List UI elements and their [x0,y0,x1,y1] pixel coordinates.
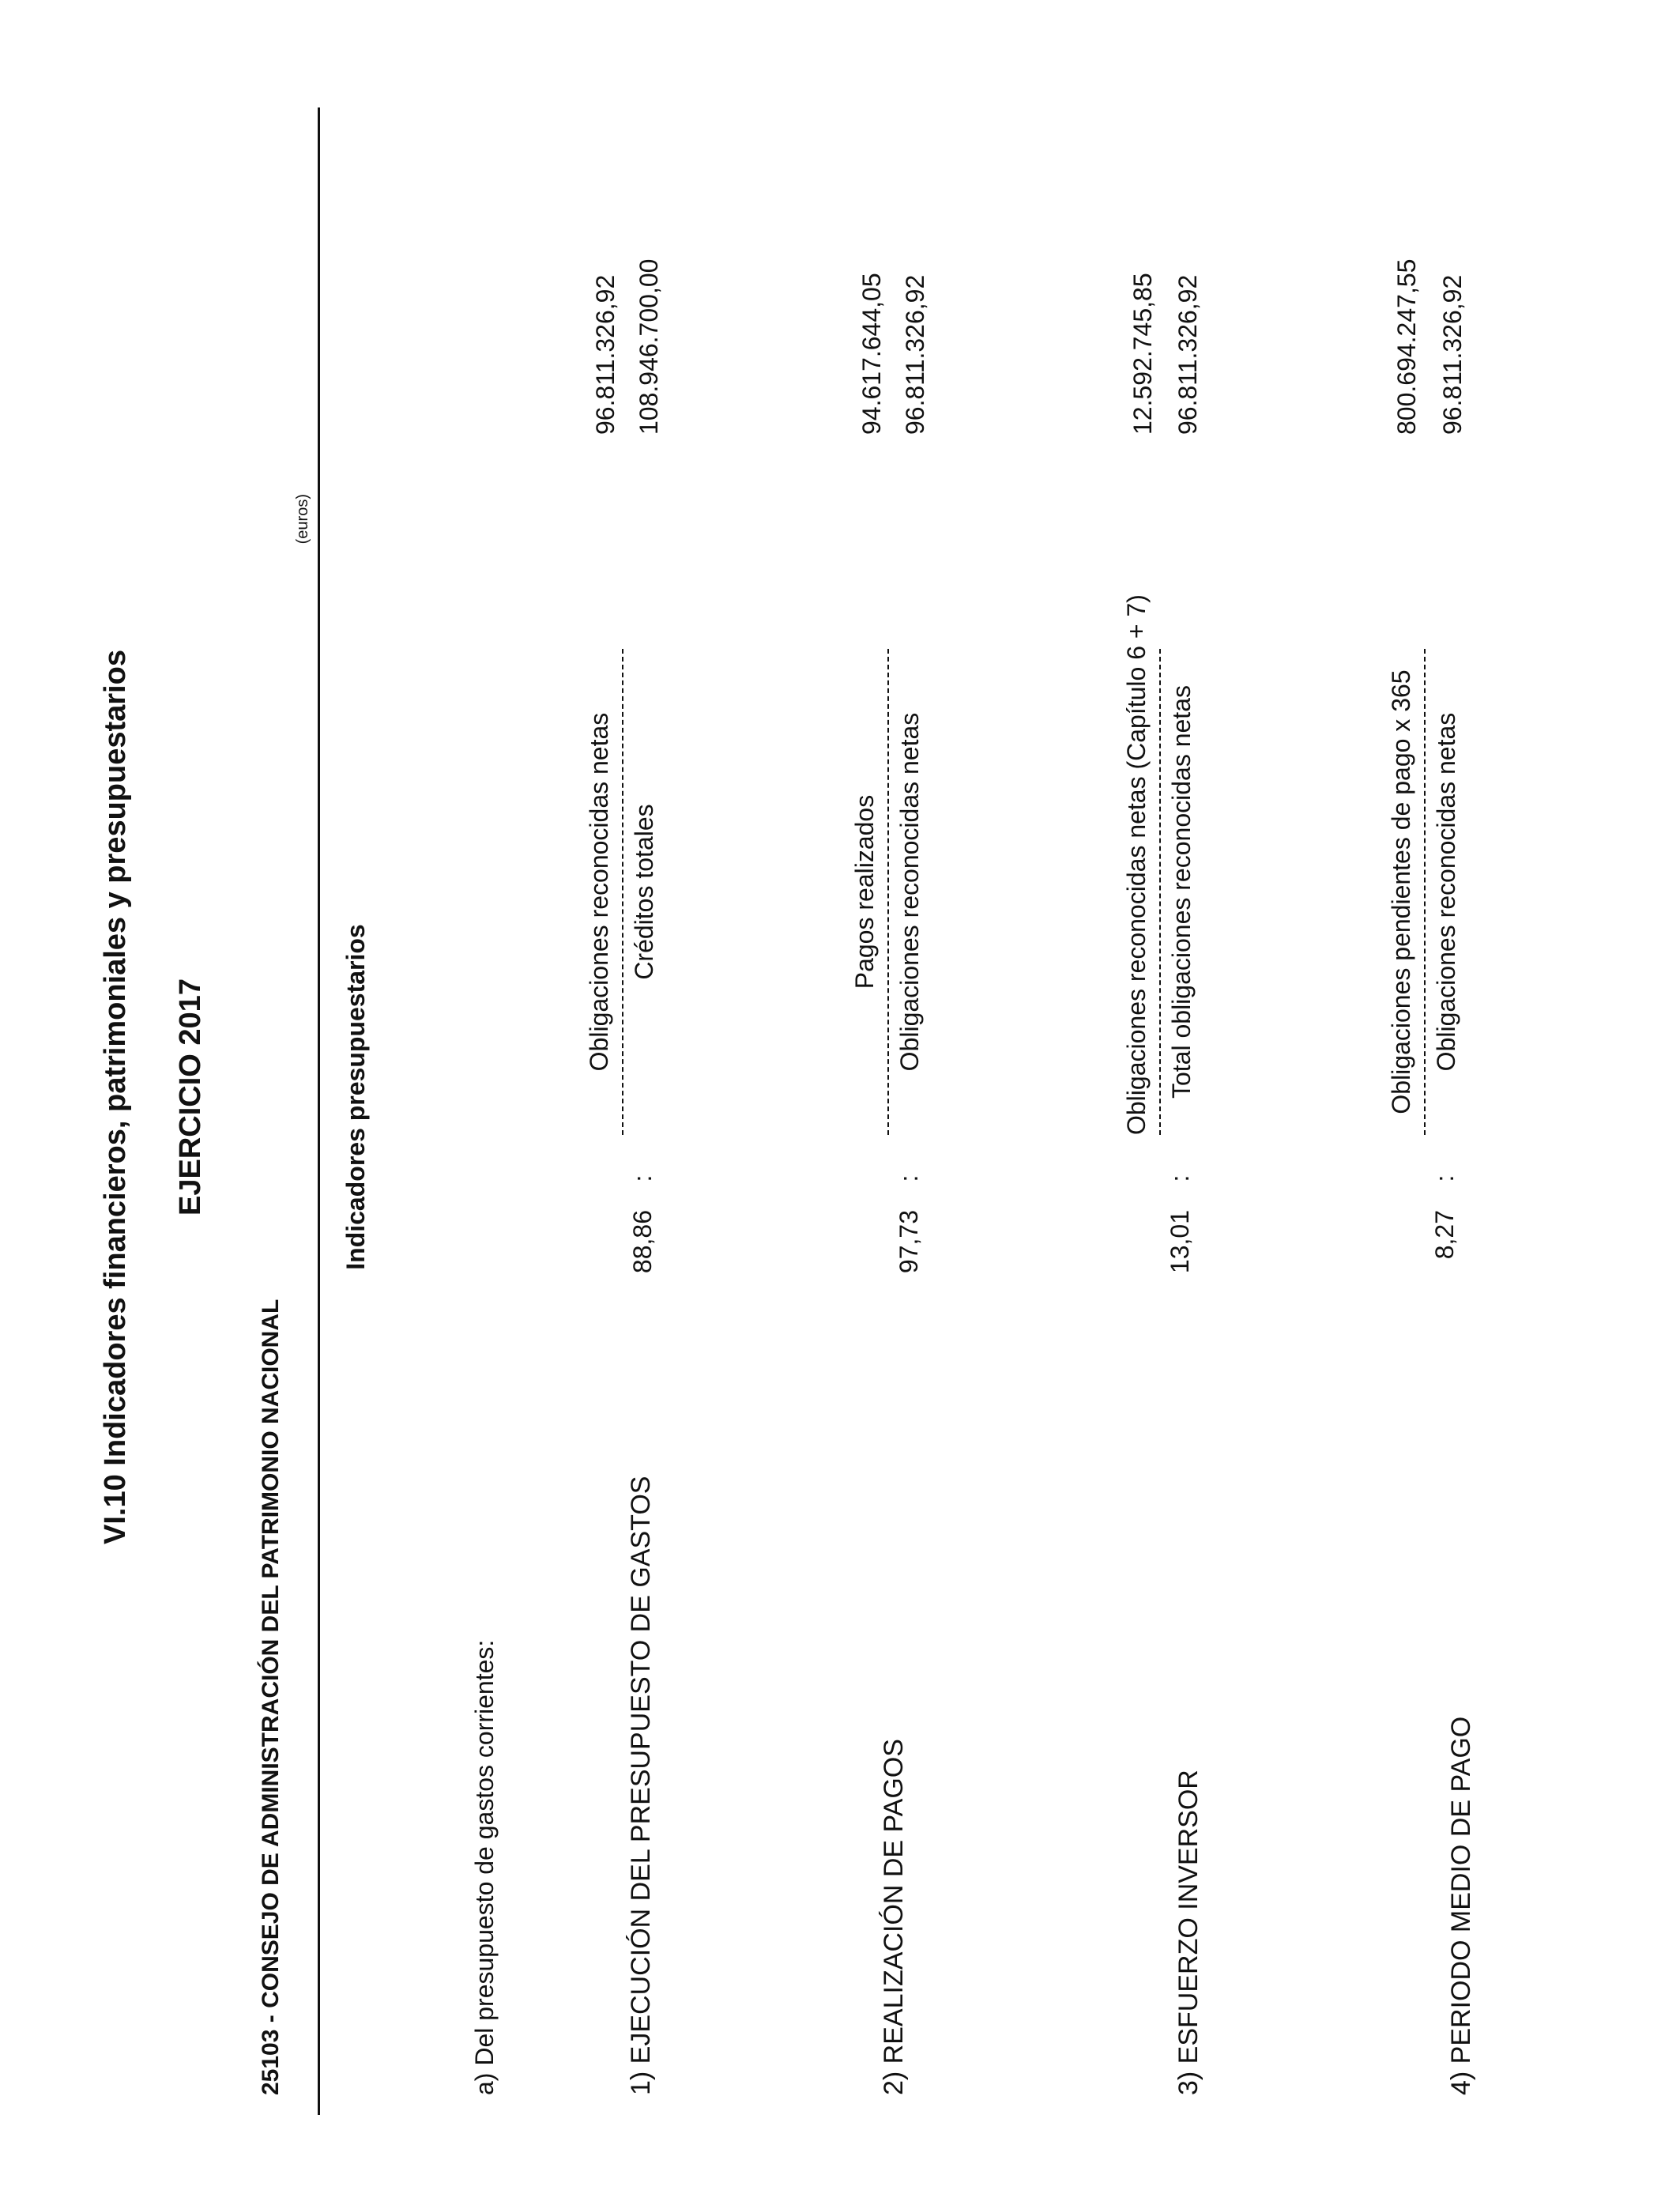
document-title: VI.10 Indicadores financieros, patrimoniales y presupuestarios [99,650,132,1544]
denominator-amount: 96.811.326,92 [1438,274,1467,435]
fraction-denominator: Obligaciones reconocidas netas [895,712,924,1072]
indicator-colon: : [628,1174,657,1182]
organization-name: 25103 - CONSEJO DE ADMINISTRACIÓN DEL PATRIMONIO NACIONAL [258,1299,284,2095]
indicator-name: 4) PERIODO MEDIO DE PAGO [1446,1716,1476,2095]
fraction-denominator: Total obligaciones reconocidas netas [1167,685,1196,1099]
fraction-numerator: Pagos realizados [850,794,879,990]
section-intro: a) Del presupuesto de gastos corrientes: [470,1639,499,2095]
numerator-amount: 96.811.326,92 [591,274,620,435]
indicator-fraction [1122,594,1196,1135]
fraction-numerator: Obligaciones pendientes de pago x 365 [1387,669,1415,1114]
fraction-denominator: Créditos totales [630,804,658,980]
denominator-amount: 108.946.700,00 [635,258,663,435]
indicator-colon: : [895,1174,923,1182]
numerator-amount: 12.592.745,85 [1128,273,1157,435]
currency-note: (euros) [294,494,311,545]
indicator-value: 88,86 [628,1210,657,1274]
denominator-amount: 96.811.326,92 [1173,274,1202,435]
fraction-divider [1424,649,1426,1135]
indicator-value: 8,27 [1430,1210,1459,1260]
indicator-name: 1) EJECUCIÓN DEL PRESUPUESTO DE GASTOS [626,1476,656,2095]
indicator-name: 2) REALIZACIÓN DE PAGOS [879,1739,909,2095]
indicator-value: 97,73 [895,1210,923,1274]
fraction-numerator: Obligaciones reconocidas netas (Capítulo 6 + 7) [1122,594,1151,1135]
indicator-colon: : [1430,1174,1459,1182]
numerator-amount: 800.694.247,55 [1392,258,1421,435]
section-title: Indicadores presupuestarios [341,924,370,1270]
indicator-fraction [850,649,925,1135]
fraction-divider [622,649,623,1135]
denominator-amount: 96.811.326,92 [901,274,929,435]
indicator-fraction [1387,649,1461,1135]
fraction-divider [1159,649,1161,1135]
exercise-year: EJERCICIO 2017 [174,978,207,1216]
indicator-value: 13,01 [1166,1210,1194,1274]
indicator-name: 3) ESFUERZO INVERSOR [1173,1770,1203,2095]
indicator-fraction [585,649,659,1135]
fraction-numerator: Obligaciones reconocidas netas [585,712,613,1072]
numerator-amount: 94.617.644,05 [857,273,886,435]
indicator-colon: : [1166,1174,1194,1182]
fraction-denominator: Obligaciones reconocidas netas [1432,712,1460,1072]
fraction-divider [887,649,889,1135]
header-rule [318,107,320,2115]
